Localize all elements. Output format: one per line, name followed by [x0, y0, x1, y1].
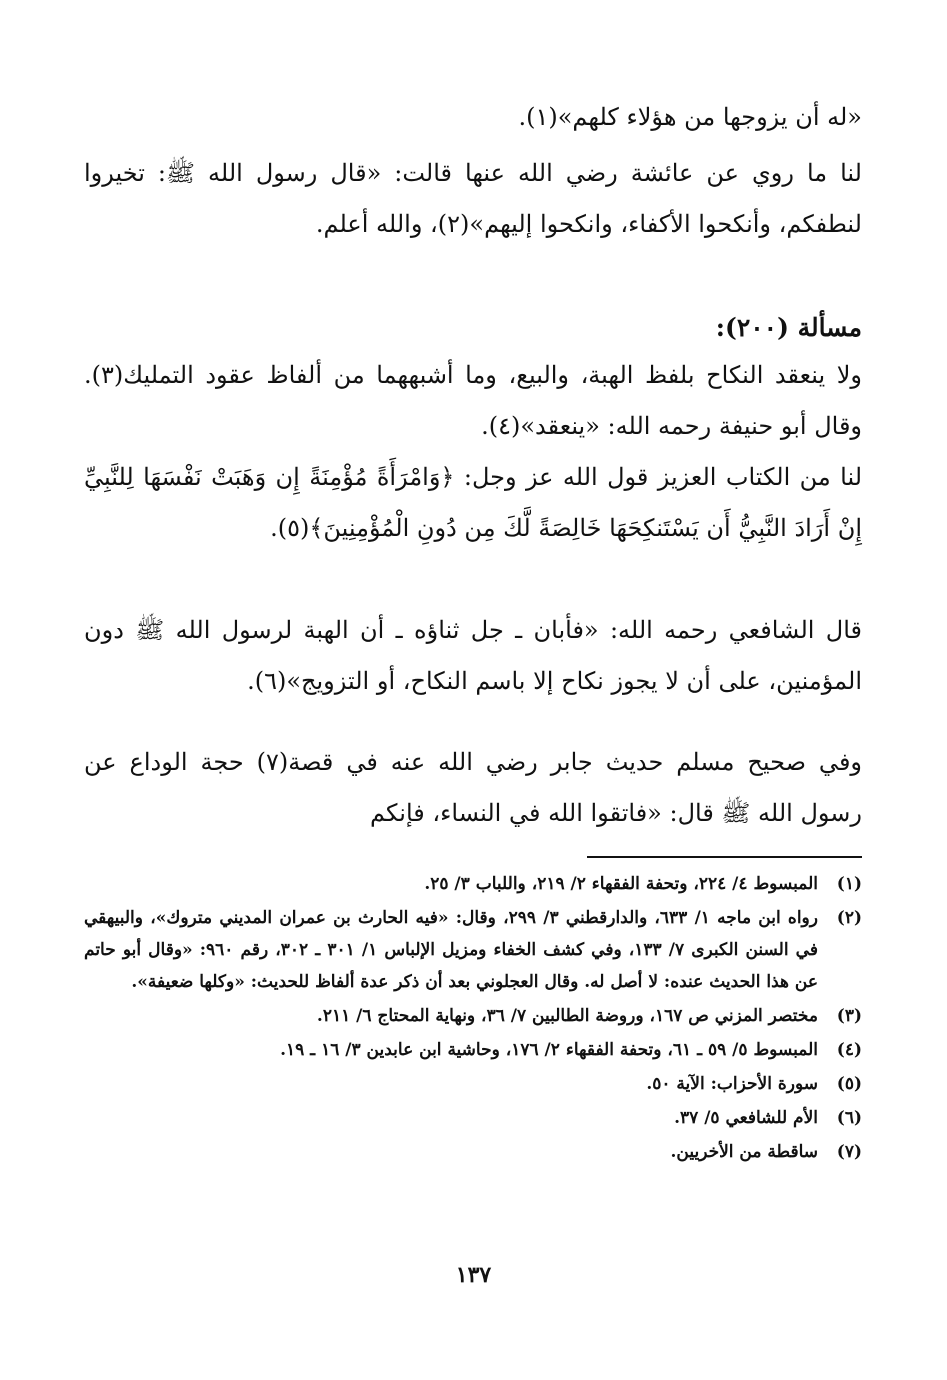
footnote-text: سورة الأحزاب: الآية ٥٠.	[646, 1074, 818, 1094]
paragraph-6: وفي صحيح مسلم حديث جابر رضي الله عنه في قصة(٧) حجة الوداع عن رسول الله ﷺ قال: «فاتقوا الله في النساء، فإنكم	[84, 748, 862, 827]
footnote-number: (٧)	[836, 1142, 862, 1162]
footnote-number: (١)	[836, 874, 862, 894]
paragraph-5: قال الشافعي رحمه الله: «فأبان ـ جل ثناؤه ـ أن الهبة لرسول الله ﷺ دون المؤمنين، على أن لا يجوز نكاح إلا باسم النكاح، أو التزويج»(٦).	[84, 616, 862, 695]
footnote-text: المبسوط ٥/ ٥٩ ـ ٦١، وتحفة الفقهاء ٢/ ١٧٦، وحاشية ابن عابدين ٣/ ١٦ ـ ١٩.	[280, 1040, 818, 1060]
paragraph-4-quran-quote: لنا من الكتاب العزيز قول الله عز وجل: ﴿وَامْرَأَةً مُؤْمِنَةً إِن وَهَبَتْ نَفْسَهَا لِلنَّبِيِّ إِنْ أَرَادَ النَّبِيُّ أَن يَسْتَنكِحَهَا خَالِصَةً لَّكَ مِن دُونِ الْمُؤْمِنِينَ﴾(٥).	[84, 463, 862, 542]
footnote-number: (٣)	[836, 1006, 862, 1026]
footnote	[84, 1068, 862, 1100]
footnote-text: مختصر المزني ص ١٦٧، وروضة الطالبين ٧/ ٣٦، ونهاية المحتاج ٦/ ٢١١.	[316, 1006, 818, 1026]
paragraph-3: ولا ينعقد النكاح بلفظ الهبة، والبيع، وما أشبههما من ألفاظ عقود التمليك(٣). وقال أبو حنيفة رحمه الله: «ينعقد»(٤).	[84, 361, 862, 440]
footnote	[84, 902, 862, 998]
footnote-text: رواه ابن ماجه ١/ ٦٣٣، والدارقطني ٣/ ٢٩٩، وقال: «فيه الحارث بن عمران المديني متروك»، والبيهقي في السنن الكبرى ٧/ ١٣٣، وفي كشف الخفاء ومزيل الإلباس ١/ ٣٠١ ـ ٣٠٢، رقم ٩٦٠: «وقال أبو حاتم عن هذا الحديث عنده: لا أصل له. وقال العجلوني بعد أن ذكر عدة ألفاظ للحديث: «وكلها ضعيفة».	[84, 908, 818, 992]
paragraph-1: «له أن يزوجها من هؤلاء كلهم»(١).	[518, 103, 862, 131]
footnote	[84, 868, 862, 900]
footnote	[84, 1102, 862, 1134]
page-number: ١٣٧	[455, 1262, 492, 1288]
footnote	[84, 1034, 862, 1066]
footnote-text: الأم للشافعي ٥/ ٣٧.	[674, 1108, 818, 1128]
footnote-number: (٥)	[836, 1074, 862, 1094]
paragraph-2: لنا ما روي عن عائشة رضي الله عنها قالت: «قال رسول الله ﷺ: تخيروا لنطفكم، وأنكحوا الأكفاء، وانكحوا إليهم»(٢)، والله أعلم.	[84, 159, 862, 238]
footnotes	[84, 868, 862, 1170]
footnote-divider	[587, 856, 862, 858]
footnote-text: المبسوط ٤/ ٢٢٤، وتحفة الفقهاء ٢/ ٢١٩، واللباب ٣/ ٢٥.	[424, 874, 818, 894]
footnote-number: (٤)	[836, 1040, 862, 1060]
footnote	[84, 1136, 862, 1168]
footnote-number: (٦)	[836, 1108, 862, 1128]
footnote-number: (٢)	[836, 908, 862, 928]
footnote	[84, 1000, 862, 1032]
footnote-text: ساقطة من الأخريين.	[670, 1142, 818, 1162]
section-heading: مسألة (٢٠٠):	[715, 313, 862, 342]
